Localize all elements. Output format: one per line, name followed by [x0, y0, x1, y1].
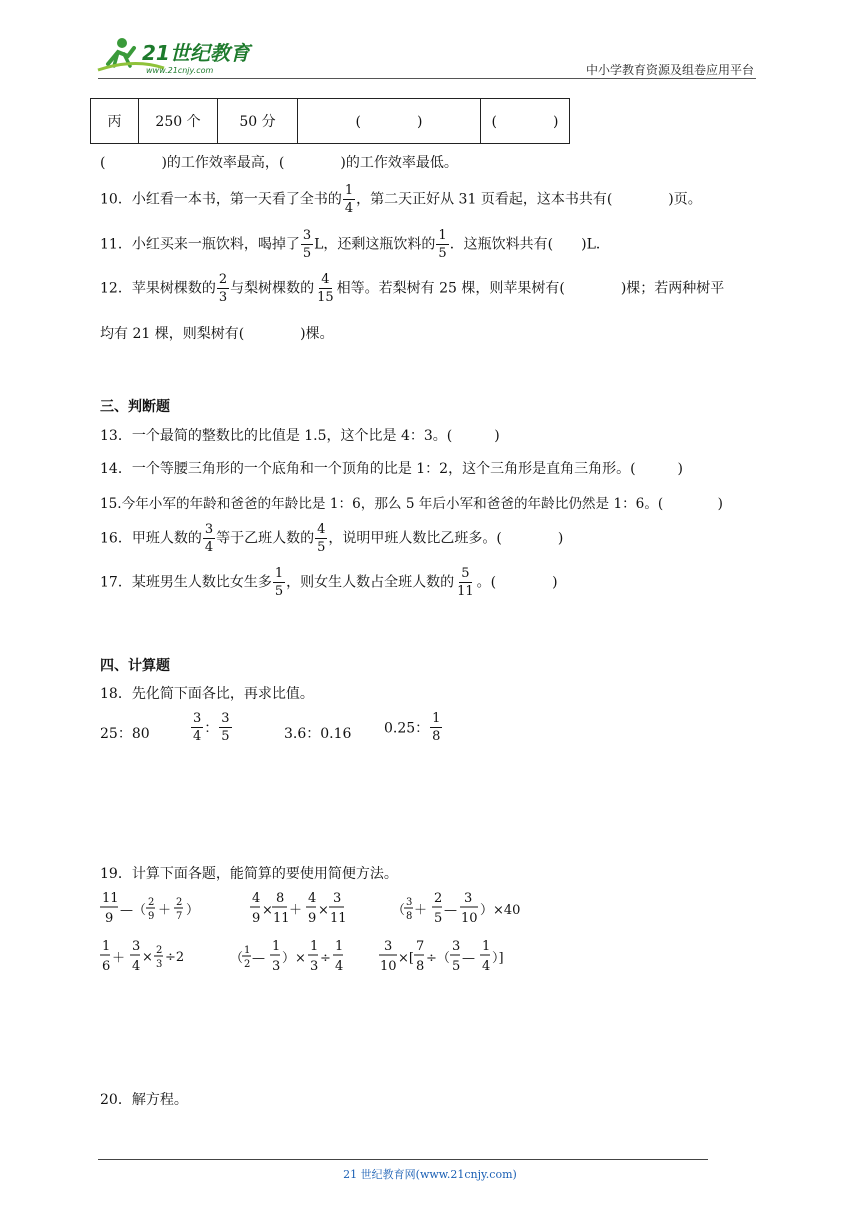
- site-logo: [94, 34, 264, 78]
- svg-text:×: ×: [142, 950, 153, 965]
- svg-text:＋: ＋: [112, 951, 126, 966]
- section-title-calculation: 四、计算题: [100, 658, 170, 674]
- svg-text:11: 11: [273, 911, 290, 926]
- question-13: 13．一个最简的整数比的比值是 1.5，这个比是 4：3。( ): [100, 428, 500, 444]
- q12-text-a: 12．苹果树棵数的: [100, 280, 216, 297]
- fraction: $\frac{4}{5}$: [317, 522, 326, 555]
- question-10: [100, 184, 702, 215]
- table-row: [91, 99, 570, 144]
- svg-text:3: 3: [132, 939, 141, 954]
- table-cell: ( ): [481, 99, 570, 144]
- question-12-line-2: 均有 21 棵，则梨树有( )棵。: [100, 326, 334, 342]
- footer-divider: [98, 1159, 708, 1160]
- table-cell: ( ): [298, 99, 481, 144]
- svg-text:）×: ）×: [282, 951, 306, 966]
- svg-text:8: 8: [416, 959, 425, 974]
- svg-text:—（: —（: [120, 903, 147, 918]
- q16-text-a: 16．甲班人数的: [100, 530, 202, 547]
- svg-text:＋: ＋: [414, 903, 428, 918]
- svg-text:）×40: ）×40: [480, 903, 521, 918]
- svg-text:2: 2: [156, 945, 163, 956]
- header-platform-text: 中小学教育资源及组卷应用平台: [585, 63, 754, 77]
- q18-expr-4: 0.25： $\frac{1}{8}$: [384, 711, 441, 744]
- q17-text-c: 。( ): [476, 574, 558, 591]
- question-12: [100, 273, 724, 304]
- svg-text:1: 1: [482, 939, 491, 954]
- svg-text:4: 4: [308, 891, 317, 906]
- svg-text:—: —: [462, 951, 475, 966]
- fraction: $\frac{3}{5}$: [302, 228, 312, 261]
- svg-text:÷2: ÷2: [165, 950, 185, 965]
- svg-text:1: 1: [102, 939, 111, 954]
- fraction: $\frac{1}{8}$: [432, 711, 441, 744]
- svg-text:9: 9: [105, 911, 114, 926]
- q9-answer-line: ( )的工作效率最高，( )的工作效率最低。: [100, 155, 458, 171]
- question-16: [100, 523, 563, 554]
- svg-text:11: 11: [102, 891, 119, 906]
- q17-text-b: ，则女生人数占全班人数的: [286, 574, 455, 591]
- svg-text:3: 3: [272, 959, 281, 974]
- svg-text:×: ×: [262, 903, 273, 918]
- q10-text-b: ，第二天正好从 31 页看起，这本书共有( )页。: [356, 191, 702, 208]
- svg-text:—: —: [252, 951, 265, 966]
- q12-text-b: 与梨树棵数的: [230, 280, 315, 297]
- svg-text:3: 3: [464, 891, 473, 906]
- fraction: $\frac{3}{5}$: [221, 711, 230, 744]
- efficiency-table: [90, 98, 570, 144]
- fraction: $\frac{1}{5}$: [274, 566, 284, 599]
- table-cell: 丙: [91, 99, 139, 144]
- question-14: 14．一个等腰三角形的一个底角和一个顶角的比是 1：2，这个三角形是直角三角形。( ): [100, 461, 684, 477]
- svg-text:10: 10: [380, 959, 397, 974]
- svg-text:1: 1: [310, 939, 319, 954]
- svg-text:5: 5: [434, 911, 443, 926]
- footer-site-link[interactable]: 21 世纪教育网(www.21cnjy.com): [343, 1168, 517, 1181]
- svg-text:2: 2: [244, 959, 251, 970]
- q11-text-c: ．这瓶饮料共有( )L．: [449, 236, 610, 253]
- svg-text:1: 1: [272, 939, 281, 954]
- q19-expr-3: [392, 891, 520, 926]
- svg-text:3: 3: [310, 959, 319, 974]
- q19-expr-5: [230, 939, 343, 974]
- svg-text:÷: ÷: [320, 951, 331, 966]
- svg-text:＋: ＋: [158, 903, 172, 918]
- fraction: $\frac{1}{5}$: [438, 228, 447, 261]
- svg-text:÷（: ÷（: [426, 951, 450, 966]
- svg-text:—: —: [444, 903, 457, 918]
- svg-text:1: 1: [244, 945, 251, 956]
- svg-text:8: 8: [406, 911, 413, 922]
- svg-text:4: 4: [335, 959, 344, 974]
- q19-expressions: [96, 888, 536, 978]
- q18-expr-2: $\frac{3}{4}$ ： $\frac{3}{5}$: [193, 711, 230, 744]
- svg-text:4: 4: [132, 959, 141, 974]
- svg-text:3: 3: [406, 897, 413, 908]
- svg-text:）: ）: [186, 903, 200, 918]
- header-divider: [98, 78, 756, 79]
- svg-text:（: （: [230, 951, 244, 966]
- svg-text:11: 11: [330, 911, 347, 926]
- question-11: [100, 229, 610, 260]
- logo-text: 21世纪教育: [142, 41, 250, 65]
- svg-text:3: 3: [156, 959, 163, 970]
- fraction: $\frac{5}{11}$: [457, 566, 474, 599]
- svg-text:3: 3: [384, 939, 393, 954]
- svg-text:1: 1: [335, 939, 344, 954]
- question-18-title: 18．先化简下面各比，再求比值。: [100, 686, 314, 702]
- q16-text-b: 等于乙班人数的: [216, 530, 315, 547]
- q19-expr-4: [100, 939, 184, 974]
- question-19-title: 19．计算下面各题，能简算的要使用简便方法。: [100, 866, 398, 882]
- q19-expr-6: [379, 939, 504, 974]
- q17-text-a: 17．某班男生人数比女生多: [100, 574, 272, 591]
- svg-text:4: 4: [482, 959, 491, 974]
- svg-text:8: 8: [276, 891, 285, 906]
- svg-text:）]: ）]: [492, 951, 504, 966]
- svg-text:7: 7: [416, 939, 425, 954]
- question-17: [100, 567, 558, 598]
- q16-text-c: ，说明甲班人数比乙班多。( ): [328, 530, 564, 547]
- svg-text:×: ×: [318, 903, 329, 918]
- svg-text:4: 4: [252, 891, 261, 906]
- svg-text:2: 2: [148, 897, 155, 908]
- table-cell: 50 分: [218, 99, 298, 144]
- svg-text:9: 9: [308, 911, 317, 926]
- q10-text-a: 10．小红看一本书，第一天看了全书的: [100, 191, 342, 208]
- svg-text:3: 3: [333, 891, 342, 906]
- q19-expr-2: [250, 891, 347, 926]
- fraction: $\frac{1}{4}$: [344, 183, 354, 216]
- section-title-judgment: 三、判断题: [100, 399, 170, 415]
- fraction: $\frac{4}{15}$: [317, 272, 334, 305]
- q18-expr-3: 3.6：0.16: [284, 726, 352, 742]
- table-cell: 250 个: [139, 99, 218, 144]
- logo-url: www.21cnjy.com: [146, 66, 214, 75]
- fraction: $\frac{3}{4}$: [193, 711, 202, 744]
- svg-text:×[: ×[: [398, 951, 414, 966]
- svg-text:＋: ＋: [289, 903, 303, 918]
- fraction: $\frac{3}{4}$: [204, 522, 214, 555]
- svg-text:2: 2: [434, 891, 443, 906]
- svg-text:5: 5: [452, 959, 461, 974]
- svg-text:6: 6: [102, 959, 111, 974]
- fraction: $\frac{2}{3}$: [218, 272, 228, 305]
- question-20: 20．解方程。: [100, 1092, 188, 1108]
- svg-text:（: （: [392, 903, 406, 918]
- svg-text:9: 9: [252, 911, 261, 926]
- q12-text-c: 相等。若梨树有 25 棵，则苹果树有( )棵；若两种树平: [336, 280, 725, 297]
- q11-text-a: 11．小红买来一瓶饮料，喝掉了: [100, 236, 300, 253]
- svg-text:3: 3: [452, 939, 461, 954]
- question-15: 15.今年小军的年龄和爸爸的年龄比是 1：6，那么 5 年后小军和爸爸的年龄比仍然是 1：6。( ): [100, 496, 723, 512]
- svg-text:7: 7: [176, 911, 183, 922]
- q18-expr-1: 25：80: [100, 726, 150, 742]
- svg-text:9: 9: [148, 911, 155, 922]
- q11-text-b: L，还剩这瓶饮料的: [314, 236, 436, 253]
- svg-text:10: 10: [461, 911, 478, 926]
- q19-expr-1: [100, 891, 199, 926]
- svg-text:2: 2: [176, 897, 183, 908]
